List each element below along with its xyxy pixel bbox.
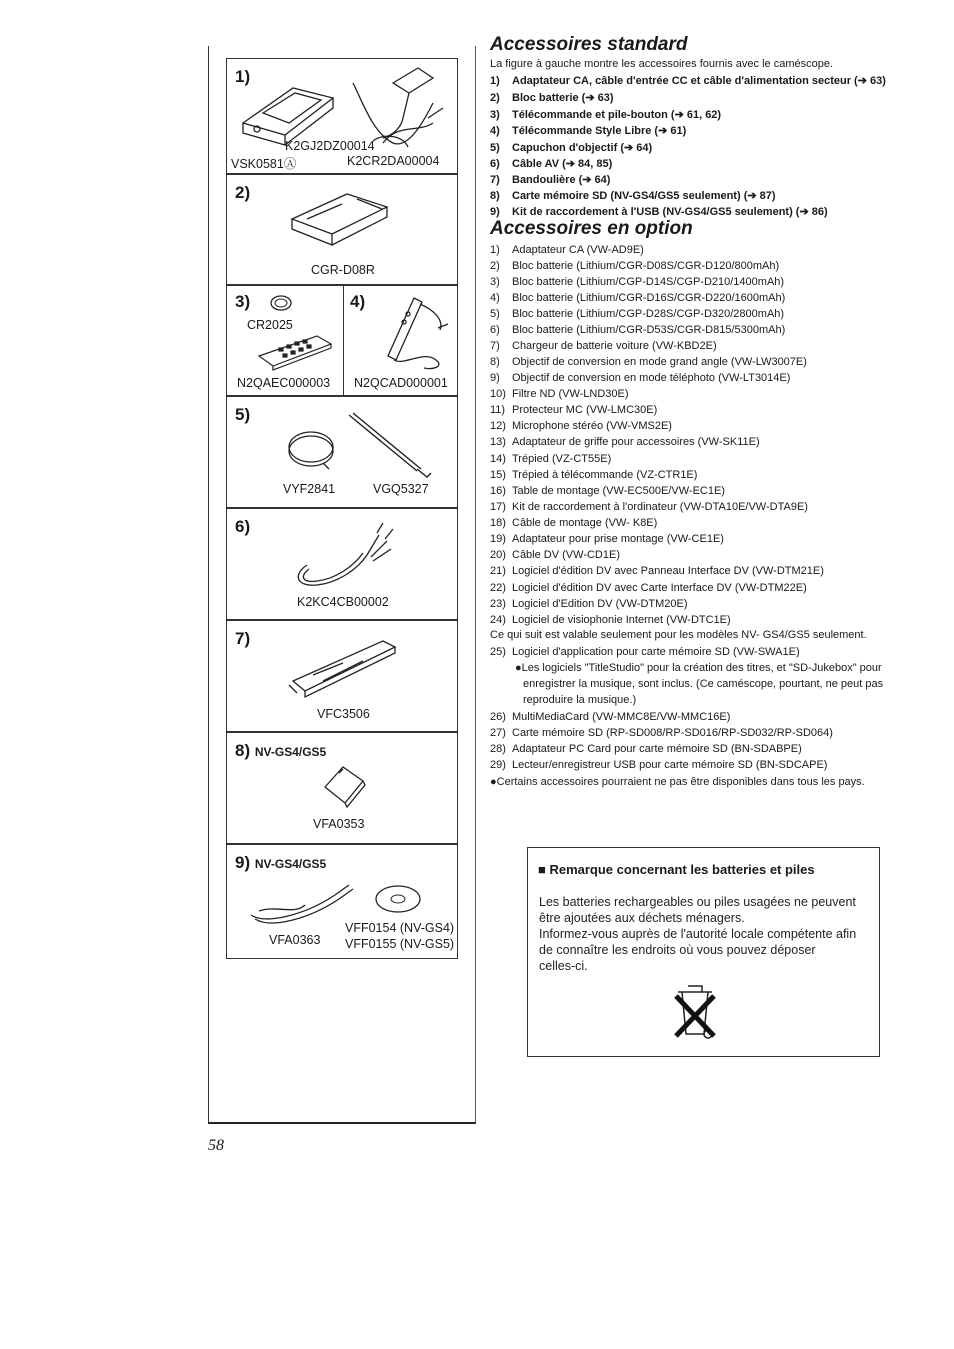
model-label: NV-GS4/GS5 [254, 745, 327, 759]
note-line: de connaître les endroits où vous pouvez déposer [539, 943, 816, 957]
item-text: Trépied (VZ-CT55E) [512, 453, 612, 465]
part-code: K2KC4CB00002 [297, 595, 389, 609]
item-number: 23) [490, 598, 506, 610]
item-number: 29) [490, 759, 506, 771]
item-text: Capuchon d'objectif (➔ 64) [512, 142, 653, 154]
panel-number: 4) [350, 292, 366, 311]
item-text: Kit de raccordement à l'USB (NV-GS4/GS5 seulement) (➔ 86) [512, 206, 828, 218]
part-code: VGQ5327 [373, 482, 429, 496]
item-number: 4) [490, 125, 500, 137]
optional-item [490, 469, 697, 481]
optional-item [490, 533, 724, 545]
optional-item [490, 743, 802, 755]
item-number: 9) [490, 206, 500, 218]
panel-number [235, 853, 326, 873]
item-number: 25) [490, 646, 506, 658]
part-code: CGR-D08R [311, 263, 375, 277]
panel-number: 1) [235, 67, 251, 86]
item-number: 8) [490, 190, 500, 202]
button-battery-icon [269, 294, 293, 312]
av-cable-illustration [287, 515, 397, 591]
item-number: 28) [490, 743, 506, 755]
models-note: Ce qui suit est valable seulement pour les modèles NV- GS4/GS5 seulement. [490, 629, 867, 641]
panel-8 [226, 732, 458, 844]
optional-item [490, 614, 731, 626]
optional-item [490, 759, 827, 771]
item-number: 12) [490, 420, 506, 432]
part-code: N2QCAD000001 [354, 376, 448, 390]
free-style-remote-illustration [364, 290, 454, 372]
optional-item [490, 308, 784, 320]
item-text: Adaptateur pour prise montage (VW-CE1E) [512, 533, 724, 545]
optional-item [490, 517, 657, 529]
item-text: Table de montage (VW-EC500E/VW-EC1E) [512, 485, 725, 497]
item-number: 3) [490, 109, 500, 121]
item-text: Bloc batterie (Lithium/CGR-D08S/CGR-D120/800mAh) [512, 260, 780, 272]
note-line: celles-ci. [539, 959, 588, 973]
optional-item [490, 711, 730, 723]
optional-item [490, 404, 657, 416]
item-number: 14) [490, 453, 506, 465]
item-text: Logiciel d'édition DV avec Carte Interface DV (VW-DTM22E) [512, 582, 807, 594]
availability-footnote: ●Certains accessoires pourraient ne pas être disponibles dans tous les pays. [490, 776, 865, 788]
optional-item [490, 565, 824, 577]
item-text: Bloc batterie (Lithium/CGP-D14S/CGP-D210/1400mAh) [512, 276, 785, 288]
cd-rom-icon [373, 883, 423, 915]
item-number: 22) [490, 582, 506, 594]
part-code: K2CR2DA00004 [347, 154, 440, 168]
item-text: Microphone stéréo (VW-VMS2E) [512, 420, 672, 432]
standard-item [490, 124, 686, 137]
item-number: 26) [490, 711, 506, 723]
item-number: 27) [490, 727, 506, 739]
item-text: Logiciel d'application pour carte mémoire SD (VW-SWA1E) [512, 646, 800, 658]
item-number: 5) [490, 142, 500, 154]
optional-item [490, 436, 760, 448]
standard-item [490, 205, 828, 218]
item-text: Carte mémoire SD (RP-SD008/RP-SD016/RP-SD032/RP-SD064) [512, 727, 833, 739]
item-number: 10) [490, 388, 506, 400]
item-number: 1) [490, 75, 500, 87]
standard-item [490, 91, 614, 104]
optional-item [490, 324, 785, 336]
optional-item [490, 420, 672, 432]
optional-item [490, 292, 785, 304]
part-code: VFF0154 (NV-GS4) [345, 921, 455, 935]
item-text: Bloc batterie (➔ 63) [512, 92, 614, 104]
standard-item [490, 74, 886, 87]
item-number: 2) [490, 92, 500, 104]
item-text: Télécommande et pile-bouton (➔ 61, 62) [512, 109, 722, 121]
item-number: 1) [490, 244, 500, 256]
item-number: 7) [490, 174, 500, 186]
heading-standard-accessories: Accessoires standard [490, 34, 688, 55]
item-number: 9) [490, 372, 500, 384]
item-number: 15) [490, 469, 506, 481]
standard-item [490, 173, 610, 186]
heading-optional-accessories: Accessoires en option [490, 218, 693, 239]
item-text: Adaptateur de griffe pour accessoires (VW-SK11E) [512, 436, 760, 448]
optional-item [490, 485, 725, 497]
panel-number: 6) [235, 517, 251, 536]
part-code: VFF0155 (NV-GS5) [345, 937, 455, 951]
item-number: 21) [490, 565, 506, 577]
panel-7 [226, 620, 458, 732]
panel-6 [226, 508, 458, 620]
item-text: Adaptateur PC Card pour carte mémoire SD (BN-SDABPE) [512, 743, 802, 755]
optional-item [490, 388, 629, 400]
battery-illustration [287, 189, 397, 249]
model-label: NV-GS4/GS5 [254, 857, 327, 871]
optional-item [490, 244, 644, 256]
optional-item [490, 646, 800, 658]
note-line: Informez-vous auprès de l'autorité locale compétente afin [539, 927, 857, 941]
standard-item [490, 141, 652, 154]
item-number: 6) [490, 324, 500, 336]
panel-3 [226, 285, 344, 396]
panel-number-text: 8) [235, 741, 251, 760]
item-text: Télécommande Style Libre (➔ 61) [512, 125, 687, 137]
item-text: Logiciel d'Edition DV (VW-DTM20E) [512, 598, 688, 610]
item-text: Logiciel d'édition DV avec Panneau Interface DV (VW-DTM21E) [512, 565, 824, 577]
part-code: VYF2841 [283, 482, 336, 496]
item-number: 24) [490, 614, 506, 626]
intro-text: La figure à gauche montre les accessoires fournis avec le caméscope. [490, 58, 834, 70]
panel-number: 7) [235, 629, 251, 648]
panel-number: 5) [235, 405, 251, 424]
optional-item [490, 356, 807, 368]
note-title: ■ Remarque concernant les batteries et piles [538, 862, 815, 877]
item-text: Bloc batterie (Lithium/CGP-D28S/CGP-D320/2800mAh) [512, 308, 785, 320]
item-number: 16) [490, 485, 506, 497]
item-25-subnote: ●Les logiciels "TitleStudio" pour la création des titres, et "SD-Jukebox" pour [515, 662, 882, 674]
optional-item [490, 340, 717, 352]
crossed-out-bin-icon [668, 976, 722, 1042]
item-text: Adaptateur CA, câble d'entrée CC et câble d'alimentation secteur (➔ 63) [512, 75, 886, 87]
part-code: CR2025 [247, 318, 293, 332]
item-number: 2) [490, 260, 500, 272]
item-number: 18) [490, 517, 506, 529]
optional-item [490, 372, 790, 384]
item-25-subnote: reproduire la musique.) [523, 694, 637, 706]
item-text: Bandoulière (➔ 64) [512, 174, 611, 186]
lens-cap-illustration [283, 417, 343, 473]
standard-item [490, 157, 612, 170]
part-code: VSK0581Ⓐ [231, 157, 297, 171]
remote-control-illustration [255, 332, 335, 372]
standard-item [490, 108, 721, 121]
item-25-subnote: enregistrer la musique, sont inclus. (Ce caméscope, pourtant, ne peut pas [523, 678, 884, 690]
panel-number-text: 9) [235, 853, 251, 872]
item-number: 17) [490, 501, 506, 513]
page-number: 58 [208, 1137, 224, 1154]
item-text: Carte mémoire SD (NV-GS4/GS5 seulement) (➔ 87) [512, 190, 776, 202]
item-number: 11) [490, 404, 506, 416]
panel-number [235, 741, 326, 761]
item-text: Adaptateur CA (VW-AD9E) [512, 244, 644, 256]
item-text: Protecteur MC (VW-LMC30E) [512, 404, 658, 416]
item-text: Kit de raccordement à l'ordinateur (VW-DTA10E/VW-DTA9E) [512, 501, 808, 513]
item-number: 6) [490, 158, 500, 170]
item-number: 20) [490, 549, 506, 561]
part-code: N2QAEC000003 [237, 376, 331, 390]
item-number: 4) [490, 292, 500, 304]
panel-2 [226, 174, 458, 285]
item-number: 19) [490, 533, 506, 545]
item-text: Objectif de conversion en mode téléphoto (VW-LT3014E) [512, 372, 791, 384]
usb-cable-illustration [245, 875, 357, 931]
panel-4 [343, 285, 458, 396]
panel-number: 3) [235, 292, 251, 311]
item-number: 7) [490, 340, 500, 352]
optional-item [490, 453, 611, 465]
item-number: 8) [490, 356, 500, 368]
optional-item [490, 549, 620, 561]
item-number: 5) [490, 308, 500, 320]
item-text: Câble de montage (VW- K8E) [512, 517, 658, 529]
optional-item [490, 501, 808, 513]
optional-item [490, 582, 807, 594]
item-text: Câble DV (VW-CD1E) [512, 549, 620, 561]
panel-5 [226, 396, 458, 508]
shoulder-strap-illustration [283, 631, 403, 701]
item-number: 13) [490, 436, 506, 448]
note-line: être ajoutées aux déchets ménagers. [539, 911, 745, 925]
part-code: K2GJ2DZ00014 [285, 139, 375, 153]
item-text: Filtre ND (VW-LND30E) [512, 388, 629, 400]
panel-1 [226, 58, 458, 174]
item-text: Objectif de conversion en mode grand angle (VW-LW3007E) [512, 356, 807, 368]
sd-card-illustration [321, 763, 371, 809]
item-text: MultiMediaCard (VW-MMC8E/VW-MMC16E) [512, 711, 731, 723]
panel-9 [226, 844, 458, 959]
item-text: Trépied à télécommande (VZ-CTR1E) [512, 469, 698, 481]
optional-item [490, 276, 784, 288]
item-text: Chargeur de batterie voiture (VW-KBD2E) [512, 340, 717, 352]
optional-item [490, 598, 688, 610]
part-code: VFA0353 [313, 817, 365, 831]
standard-item [490, 189, 776, 202]
item-text: Bloc batterie (Lithium/CGR-D16S/CGR-D220/1600mAh) [512, 292, 786, 304]
battery-disposal-note [527, 847, 880, 1057]
panel-number: 2) [235, 183, 251, 202]
item-text: Lecteur/enregistreur USB pour carte mémoire SD (BN-SDCAPE) [512, 759, 828, 771]
shoulder-strap-small-illustration [347, 411, 437, 481]
part-code: VFC3506 [317, 707, 370, 721]
item-text: Câble AV (➔ 84, 85) [512, 158, 613, 170]
item-text: Bloc batterie (Lithium/CGR-D53S/CGR-D815/5300mAh) [512, 324, 786, 336]
optional-item [490, 260, 779, 272]
item-text: Logiciel de visiophonie Internet (VW-DTC1E) [512, 614, 731, 626]
optional-item [490, 727, 833, 739]
part-code: VFA0363 [269, 933, 321, 947]
item-number: 3) [490, 276, 500, 288]
note-line: Les batteries rechargeables ou piles usagées ne peuvent [539, 895, 856, 909]
